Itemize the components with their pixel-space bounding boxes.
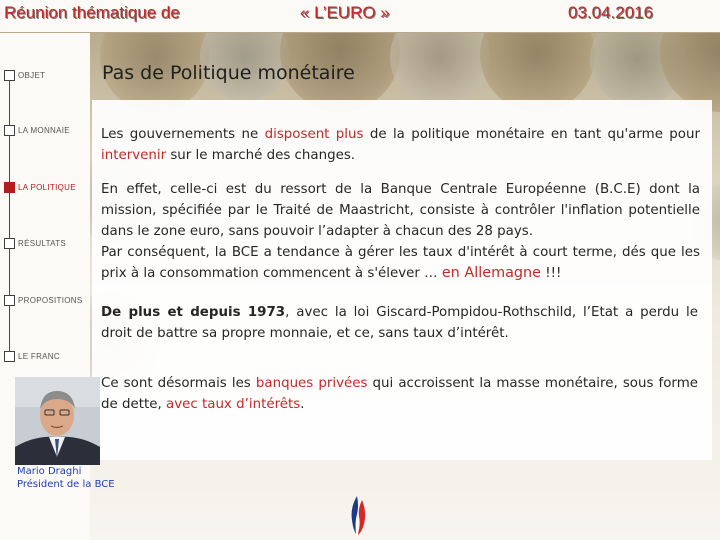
caption-role: Président de la BCE [17,479,115,490]
nav-item-resultats[interactable] [4,234,66,252]
highlight-text: disposent plus [264,127,364,142]
text-run: Ce sont désormais les [101,376,256,391]
nav-checkbox-icon [4,238,15,249]
text-run: . [300,397,305,412]
nav-checkbox-icon [4,70,15,81]
header-divider [0,32,720,33]
nav-checkbox-active-icon [4,182,15,193]
portrait-photo [15,377,100,465]
text-run: !!! [541,266,562,281]
nav-item-propositions[interactable] [4,291,83,309]
highlight-text: intervenir [101,148,167,163]
text-run: sur le marché des changes. [166,148,356,163]
highlight-text: banques privées [255,376,368,391]
text-run: qui accroissent la masse monétaire, sous forme de dette, [101,376,698,412]
nav-item-label: LA MONNAIE [18,125,70,135]
text-run: Par conséquent, la BCE a tendance à gérer les taux d'intérêt à court terme, dés que les prix à la consommation commencent à s'élever … [101,245,700,281]
nav-item-label: RÉSULTATS [18,238,67,248]
slide-title: Pas de Politique monétaire [102,62,355,84]
nav-item-label: LA POLITIQUE [18,182,76,192]
nav-connector-line [9,78,10,356]
nav-item-la-monnaie[interactable] [4,121,70,139]
nav-checkbox-icon [4,295,15,306]
text-run: de la politique monétaire en tant qu'arme pour [363,127,700,142]
paragraph-governments [101,124,700,166]
header-title: Réunion thématique de [4,3,180,22]
header-topic: « L’EURO » [300,3,390,22]
text-run: En effet, celle-ci est du ressort de la Banque Centrale Européenne (B.C.E) dont la mission, spécifiée par le Traité de Maastricht, consiste à contrôler l'inflation potentielle dans le zone euro, sans pouvoir l’adapter à chacun des 28 pays. [101,182,700,239]
nav-checkbox-icon [4,351,15,362]
nav-item-label: LE FRANC [18,351,60,361]
nav-item-label: OBJET [18,70,46,80]
person-icon [15,377,100,465]
nav-item-la-politique[interactable] [4,178,76,196]
nav-item-le-franc[interactable] [4,347,60,365]
nav-checkbox-icon [4,125,15,136]
nav-item-objet[interactable] [4,66,45,84]
paragraph-1973 [101,302,698,344]
paragraph-bce [101,179,700,284]
nav-item-label: PROPOSITIONS [18,295,83,305]
header-date: 03.04.2016 [568,3,654,22]
highlight-text: avec taux d’intérêts [166,397,301,412]
flame-logo-icon [340,494,374,538]
paragraph-banques [101,373,698,415]
highlight-text: en Allemagne [441,265,542,281]
text-run: , avec la loi Giscard-Pompidou-Rothschild, l’Etat a perdu le droit de battre sa propre monnaie, et ce, sans taux d’intérêt. [101,305,698,341]
caption-name: Mario Draghi [17,466,82,477]
bold-text: De plus et depuis 1973 [101,305,286,320]
text-run: Les gouvernements ne [101,127,265,142]
